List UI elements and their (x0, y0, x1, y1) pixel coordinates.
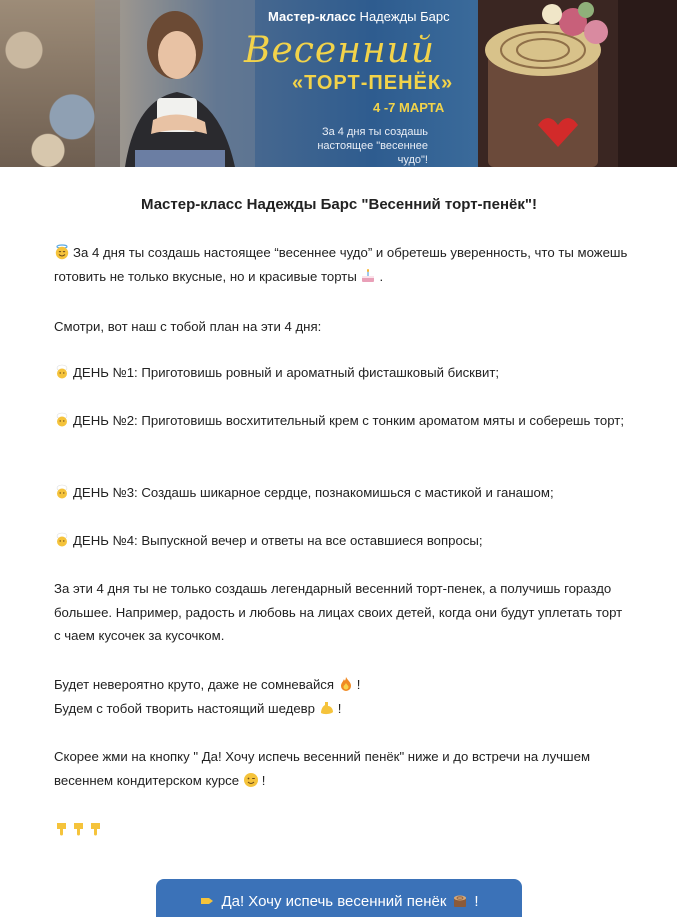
banner-woman-photo (95, 0, 255, 167)
pointing-down-row (54, 817, 629, 841)
cta-label: Да! Хочу испечь весенний пенёк (221, 892, 447, 910)
cook-icon (54, 532, 70, 548)
fire-icon (338, 676, 354, 692)
summary-paragraph: За эти 4 дня ты не только создашь легендарный весенний торт-пенек, а получишь гораздо большее. Например, радость и любовь на лицах своих детей, когда они будут уплетать торт с чаем кусочек за кусочком. (54, 581, 623, 643)
banner-caps-title: «ТОРТ-ПЕНЁК» (292, 72, 454, 94)
birthday-cake-icon (360, 268, 376, 284)
winking-face-icon (243, 772, 259, 788)
cook-icon (54, 484, 70, 500)
pointing-right-icon (199, 893, 215, 909)
banner-subtitle: За 4 дня ты создашь настоящее "весеннее чудо"! (317, 126, 428, 166)
list-item: ДЕНЬ №2: Приготовишь восхитительный крем с тонким ароматом мяты и соберешь торт; (54, 409, 629, 433)
cta-button[interactable]: Да! Хочу испечь весенний пенёк ! (156, 879, 522, 917)
banner-headline: Мастер-класс Надежды Барс (268, 9, 450, 24)
pointing-down-icon (54, 820, 70, 836)
list-item: ДЕНЬ №4: Выпускной вечер и ответы на все оставшиеся вопросы; (54, 529, 629, 553)
masterpiece-line: Будем с тобой творить настоящий шедевр ! (54, 701, 342, 716)
smiling-halo-icon (54, 244, 70, 260)
flexed-biceps-icon (319, 700, 335, 716)
plan-intro: Смотри, вот наш с тобой план на эти 4 дня: (54, 319, 322, 334)
page-title: Мастер-класс Надежды Барс "Весенний торт-пенёк"! (141, 196, 537, 213)
header-banner (0, 0, 677, 167)
pointing-down-icon (88, 820, 104, 836)
pointing-down-icon (71, 820, 87, 836)
cook-icon (54, 412, 70, 428)
press-paragraph: Скорее жми на кнопку " Да! Хочу испечь весенний пенёк" ниже и до встречи на лучшем весеннем кондитерском курсе ! (54, 749, 591, 788)
banner-cake-photo (478, 0, 677, 167)
list-item: ДЕНЬ №3: Создашь шикарное сердце, познакомишься с мастикой и ганашом; (54, 481, 629, 505)
wood-stump-icon (452, 893, 468, 909)
banner-dates: 4 -7 МАРТА (373, 100, 445, 115)
list-item: ДЕНЬ №1: Приготовишь ровный и ароматный фисташковый бисквит; (54, 361, 629, 385)
cook-icon (54, 364, 70, 380)
intro-paragraph: За 4 дня ты создашь настоящее “весеннее чудо” и обретешь уверенность, что ты можешь готовить не только вкусные, но и красивые торты . (54, 245, 628, 284)
cool-line: Будет невероятно круто, даже не сомневайся ! (54, 677, 361, 692)
banner-script-title: Весенний (244, 30, 436, 71)
